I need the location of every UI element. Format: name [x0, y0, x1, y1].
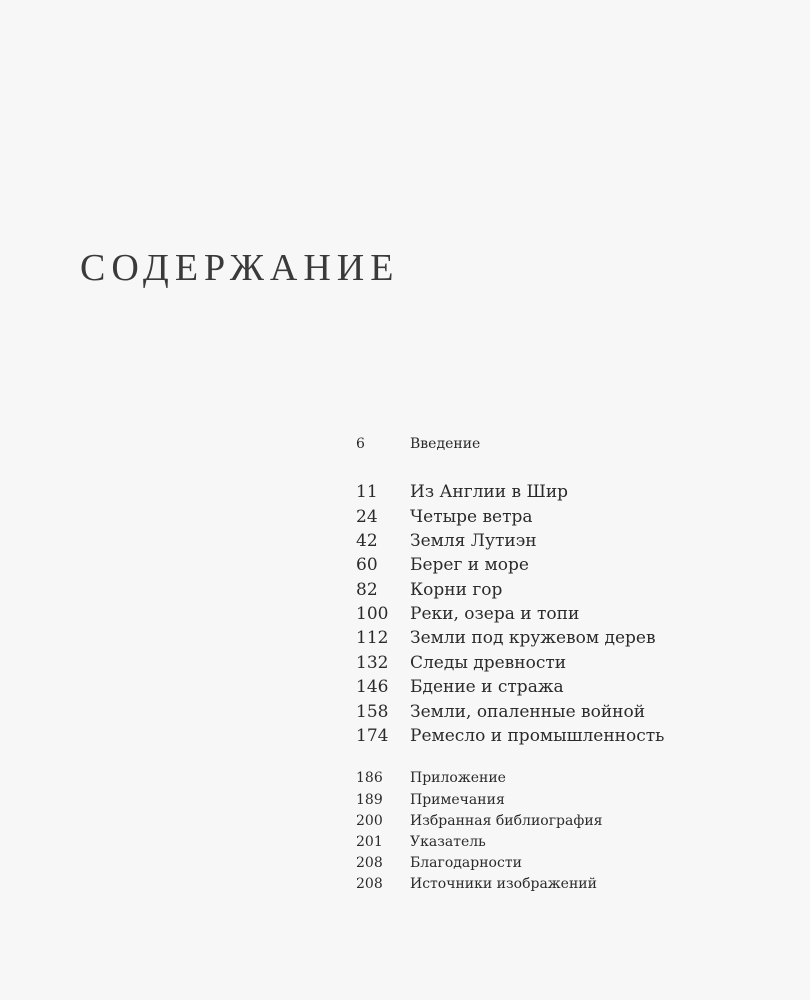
page-title: СОДЕРЖАНИЕ — [80, 247, 400, 289]
toc-entry-title: Введение — [410, 436, 481, 452]
toc-entry-title: Корни гор — [410, 580, 503, 600]
toc-page-number: 132 — [356, 653, 389, 673]
toc-entry-title: Примечания — [410, 792, 505, 808]
toc-entry — [0, 653, 810, 677]
toc-entry-title: Земля Лутиэн — [410, 531, 537, 551]
toc-entry-title: Указатель — [410, 834, 486, 850]
toc-entry — [0, 702, 810, 726]
toc-page-number: 100 — [356, 604, 389, 624]
toc-entry — [0, 677, 810, 701]
toc-entry-title: Источники изображений — [410, 876, 597, 892]
toc-entry — [0, 507, 810, 531]
toc-page-number: 82 — [356, 580, 378, 600]
toc-entry — [0, 580, 810, 604]
toc-page-number: 186 — [356, 770, 383, 786]
toc-entry-title: Ремесло и промышленность — [410, 726, 665, 746]
toc-entry-title: Земли под кружевом дерев — [410, 628, 656, 648]
toc-entry — [0, 555, 810, 579]
toc-entry-title: Следы древности — [410, 653, 567, 673]
toc-page-number: 174 — [356, 726, 389, 746]
toc-page-number: 208 — [356, 876, 383, 892]
toc-entry — [0, 531, 810, 555]
toc-page-number: 208 — [356, 855, 383, 871]
toc-page-number: 42 — [356, 531, 378, 551]
toc-entry-title: Из Англии в Шир — [410, 482, 569, 502]
toc-entry — [0, 482, 810, 506]
toc-entry-title: Бдение и стража — [410, 677, 564, 697]
toc-page-number: 201 — [356, 834, 383, 850]
toc-entry-title: Избранная библиография — [410, 813, 603, 829]
toc-page-number: 24 — [356, 507, 378, 527]
toc-page-number: 112 — [356, 628, 389, 648]
toc-entry-title: Берег и море — [410, 555, 529, 575]
toc-entry — [0, 726, 810, 750]
toc-page-number: 6 — [356, 436, 365, 452]
toc-page-number: 60 — [356, 555, 378, 575]
toc-entry — [0, 770, 810, 794]
toc-page-number: 11 — [356, 482, 378, 502]
toc-entry-title: Земли, опаленные войной — [410, 702, 646, 722]
toc-entry — [0, 876, 810, 900]
toc-entry — [0, 604, 810, 628]
toc-entry — [0, 628, 810, 652]
toc-page-number: 146 — [356, 677, 389, 697]
toc-page-number: 189 — [356, 792, 383, 808]
toc-entry-title: Четыре ветра — [410, 507, 533, 527]
toc-entry-title: Благодарности — [410, 855, 522, 871]
toc-page-number: 158 — [356, 702, 389, 722]
toc-entry-title: Приложение — [410, 770, 506, 786]
toc-entry-title: Реки, озера и топи — [410, 604, 580, 624]
toc-entry — [0, 436, 810, 460]
toc-page-number: 200 — [356, 813, 383, 829]
